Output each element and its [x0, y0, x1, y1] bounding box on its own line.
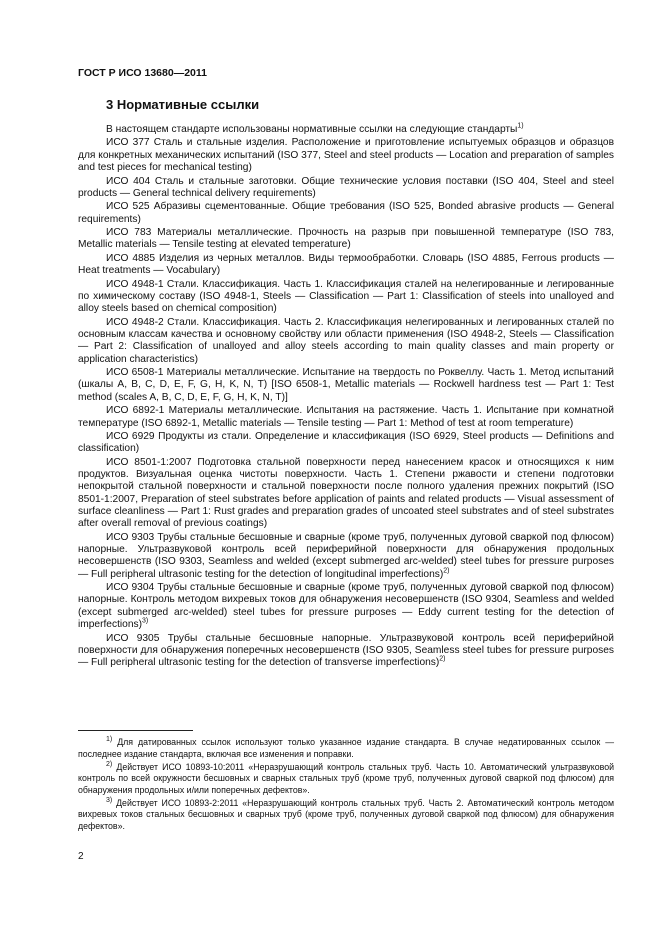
intro-text: В настоящем стандарте использованы нормативные ссылки на следующие стандарты	[106, 124, 518, 135]
footnote-text: Действует ИСО 10893-2:2011 «Неразрушающий контроль стальных труб. Часть 2. Автоматический контроль методом вихревых токов стальных бесшовных и сварных труб (кроме труб, полученных дуговой сваркой под флюсом) для обнаружения дефектов».	[78, 797, 614, 831]
reference-text: ИСО 4948-1 Стали. Классификация. Часть 1. Классификация сталей на нелегированные и легированные по химическому составу (ISO 4948-1, Steels — Classification — Part 1: Classification of steels into unalloyed and alloy steels based on chemical composition)	[78, 278, 614, 315]
reference-text: ИСО 6892-1 Материалы металлические. Испытания на растяжение. Часть 1. Испытание при комнатной температуре (ISO 6892-1, Metallic materials — Tensile testing — Part 1: Method of test at room temperature)	[78, 405, 614, 429]
intro-paragraph	[78, 124, 614, 136]
footnote-text: Действует ИСО 10893-10:2011 «Неразрушающий контроль стальных труб. Часть 10. Автоматический ультразвуковой контроль по всей окружности бесшовных и сварных стальных труб (кроме труб, полученных дуговой сваркой под флюсом) для обнаружения продольных и/или поперечных дефектов».	[78, 761, 614, 795]
footnote-text: Для датированных ссылок используют только указанное издание стандарта. В случае недатированных ссылок — последнее издание стандарта, включая все изменения и поправки.	[78, 737, 614, 759]
reference-item	[78, 253, 614, 278]
reference-item	[78, 405, 614, 430]
section-title: 3 Нормативные ссылки	[106, 97, 260, 112]
reference-item	[78, 457, 614, 531]
reference-text: ИСО 9304 Трубы стальные бесшовные и сварные (кроме труб, полученных дуговой сваркой под флюсом) напорные. Контроль методом вихревых токов для обнаружения несовершенств (ISO 9304, Seamless and welded (except submerged arc-welded) steel tubes for pressure purposes — Eddy current testing for the detection of imperfections)	[78, 582, 614, 631]
reference-text: ИСО 8501-1:2007 Подготовка стальной поверхности перед нанесением красок и относящихся к ним продуктов. Визуальная оценка чистоты поверхности. Часть 1. Степени ржавости и степени подготовки непокрытой стальной поверхности и стальной поверхности после полного удаления прежних покрытий (ISO 8501-1:2007, Preparation of steel substrates before application of paints and related products — Visual assessment of surface cleanliness — Part 1: Rust grades and preparation grades of uncoated steel substrates and of steel substrates after overall removal of previous coatings)	[78, 456, 614, 530]
reference-text: ИСО 9305 Трубы стальные бесшовные напорные. Ультразвуковой контроль всей периферийной поверхности для обнаружения поперечных несовершенств (ISO 9305, Seamless steel tubes for pressure purposes — Full peripheral ultrasonic testing for the detection of transverse imperfections)	[78, 632, 614, 669]
reference-item	[78, 532, 614, 581]
footnote-ref: 1)	[517, 122, 524, 130]
footnotes	[78, 737, 614, 834]
reference-text: ИСО 404 Сталь и стальные заготовки. Общие технические условия поставки (ISO 404, Steel and steel products — General technical delivery requirements)	[78, 175, 614, 199]
reference-text: ИСО 377 Сталь и стальные изделия. Расположение и приготовление испытуемых образцов и образцов для конкретных механических испытаний (ISO 377, Steel and steel products — Location and preparation of samples and test pieces for mechanical testing)	[78, 137, 614, 174]
footnote-item	[78, 737, 614, 760]
reference-list	[78, 137, 614, 669]
footnote-mark: 3)	[106, 796, 113, 804]
footnote-mark: 2)	[106, 760, 113, 768]
document-header: ГОСТ Р ИСО 13680—2011	[78, 67, 207, 79]
reference-text: ИСО 6929 Продукты из стали. Определение и классификация (ISO 6929, Steel products — Definitions and classification)	[78, 431, 614, 455]
footnote-ref: 2)	[439, 655, 446, 663]
reference-text: ИСО 783 Материалы металлические. Прочность на разрыв при повышенной температуре (ISO 783, Metallic materials — Tensile testing at elevated temperature)	[78, 227, 614, 251]
footnote-separator	[78, 730, 193, 731]
reference-item	[78, 582, 614, 631]
footnote-ref: 2)	[443, 567, 450, 575]
reference-item	[78, 176, 614, 201]
reference-item	[78, 227, 614, 252]
footnote-mark: 1)	[106, 736, 113, 744]
reference-text: ИСО 9303 Трубы стальные бесшовные и сварные (кроме труб, полученных дуговой сваркой под флюсом) напорные. Ультразвуковой контроль всей периферийной поверхности для обнаружения продольных несовершенств (ISO 9303, Seamless and welded (except submerged arc-welded) steel tubes for pressure purposes — Full peripheral ultrasonic testing for the detection of longitudinal imperfections)	[78, 531, 614, 580]
reference-text: ИСО 4948-2 Стали. Классификация. Часть 2. Классификация нелегированных и легированных сталей по основным классам качества и основному свойству или области применения (ISO 4948-2, Steels — Classification — Part 2: Classification of unalloyed and alloy steels according to main quality classes and main property or application characteristics)	[78, 316, 614, 365]
reference-item	[78, 317, 614, 366]
reference-item	[78, 633, 614, 670]
reference-item	[78, 137, 614, 174]
reference-item	[78, 431, 614, 456]
footnote-ref: 3)	[141, 617, 149, 625]
reference-item	[78, 201, 614, 226]
reference-item	[78, 367, 614, 404]
reference-text: ИСО 4885 Изделия из черных металлов. Виды термообработки. Словарь (ISO 4885, Ferrous products — Heat treatments — Vocabulary)	[78, 252, 614, 277]
references-body	[78, 124, 614, 671]
reference-text: ИСО 525 Абразивы сцементованные. Общие требования (ISO 525, Bonded abrasive products — General requirements)	[78, 201, 614, 225]
footnote-item	[78, 798, 614, 833]
reference-text: ИСО 6508-1 Материалы металлические. Испытание на твердость по Роквеллу. Часть 1. Метод испытаний (шкалы A, B, C, D, E, F, G, H, K, N, T) [ISO 6508-1, Metallic materials — Rockwell hardness test — Part 1: Test method (scales A, B, C, D, E, F, G, H, K, N, T)]	[78, 367, 614, 403]
page-number: 2	[78, 851, 84, 862]
reference-item	[78, 279, 614, 316]
footnote-item	[78, 762, 614, 797]
